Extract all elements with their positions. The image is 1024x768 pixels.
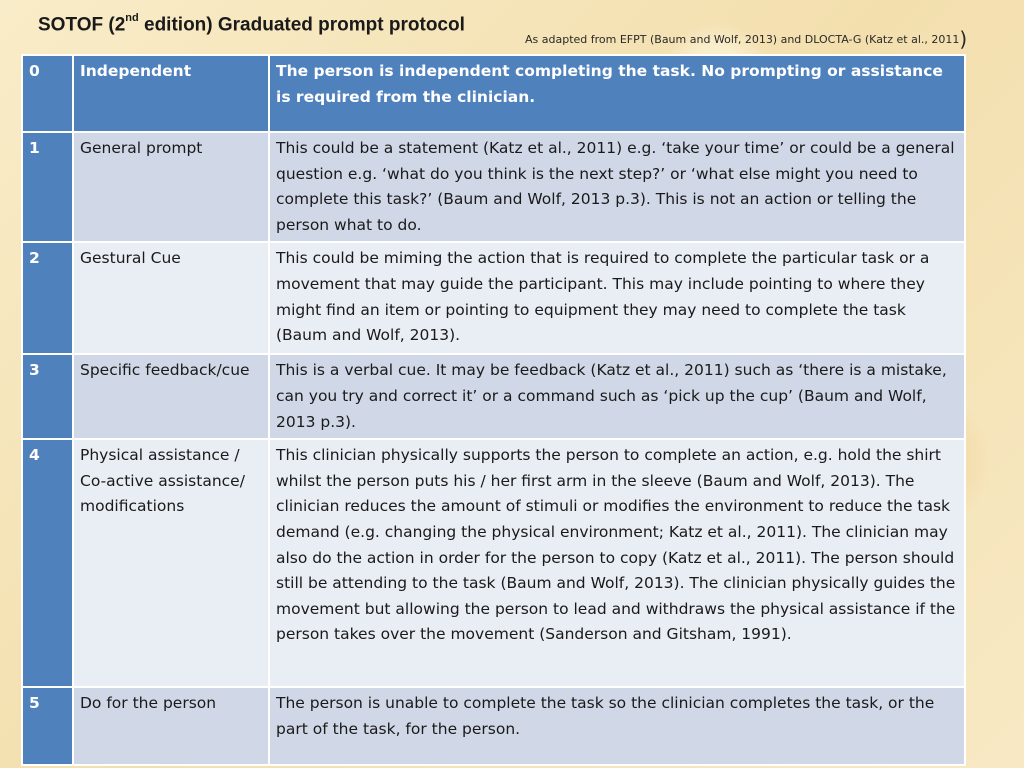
level-description: This is a verbal cue. It may be feedback (Katz et al., 2011) such as ‘there is a mistake, can you try and correct it’ or a command such as ‘pick up the cup’ (Baum and Wolf, 2013 p.3). xyxy=(269,354,965,439)
subtitle-text: As adapted from EFPT (Baum and Wolf, 2013) and DLOCTA-G (Katz et al., 2011 xyxy=(525,33,960,46)
table-row-level-0 xyxy=(22,55,965,132)
level-number: 4 xyxy=(22,439,73,687)
level-description: This clinician physically supports the person to complete an action, e.g. hold the shirt whilst the person puts his / her first arm in the sleeve (Baum and Wolf, 2013). The clinician reduces the amount of stimuli or modifies the environment to reduce the task demand (e.g. changing the physical environment; Katz et al., 2011). The clinician may also do the action in order for the person to copy (Katz et al., 2011). The person should still be attending to the task (Baum and Wolf, 2013). The clinician physically guides the movement but allowing the person to lead and withdraws the physical assistance if the person takes over the movement (Sanderson and Gitsham, 1991). xyxy=(269,439,965,687)
level-label: General prompt xyxy=(73,132,269,242)
level-label: Physical assistance / Co-active assistance/ modifications xyxy=(73,439,269,687)
table-row-level-2 xyxy=(22,242,965,354)
table-row-level-1 xyxy=(22,132,965,242)
level-number: 1 xyxy=(22,132,73,242)
level-label: Specific feedback/cue xyxy=(73,354,269,439)
level-description: This could be a statement (Katz et al., 2011) e.g. ‘take your time’ or could be a general question e.g. ‘what do you think is the next step?’ or ‘what else might you need to complete this task?’ (Baum and Wolf, 2013 p.3). This is not an action or telling the person what to do. xyxy=(269,132,965,242)
title-superscript: nd xyxy=(125,12,139,24)
prompt-protocol-table xyxy=(21,54,966,766)
level-number: 5 xyxy=(22,687,73,765)
level-label: Independent xyxy=(73,55,269,132)
level-number: 0 xyxy=(22,55,73,132)
page-subtitle xyxy=(525,24,968,51)
level-description: The person is unable to complete the task so the clinician completes the task, or the part of the task, for the person. xyxy=(269,687,965,765)
title-prefix: SOTOF (2 xyxy=(38,14,126,36)
title-suffix: edition) Graduated prompt protocol xyxy=(138,14,465,36)
level-description: The person is independent completing the task. No prompting or assistance is required from the clinician. xyxy=(269,55,965,132)
subtitle-close-paren: ) xyxy=(959,27,968,51)
level-description: This could be miming the action that is required to complete the particular task or a movement that may guide the participant. This may include pointing to where they might find an item or pointing to equipment they may need to complete the task (Baum and Wolf, 2013). xyxy=(269,242,965,354)
level-number: 2 xyxy=(22,242,73,354)
table-row-level-3 xyxy=(22,354,965,439)
table-row-level-5 xyxy=(22,687,965,765)
table-row-level-4 xyxy=(22,439,965,687)
level-label: Do for the person xyxy=(73,687,269,765)
level-number: 3 xyxy=(22,354,73,439)
level-label: Gestural Cue xyxy=(73,242,269,354)
page-title xyxy=(38,14,465,36)
